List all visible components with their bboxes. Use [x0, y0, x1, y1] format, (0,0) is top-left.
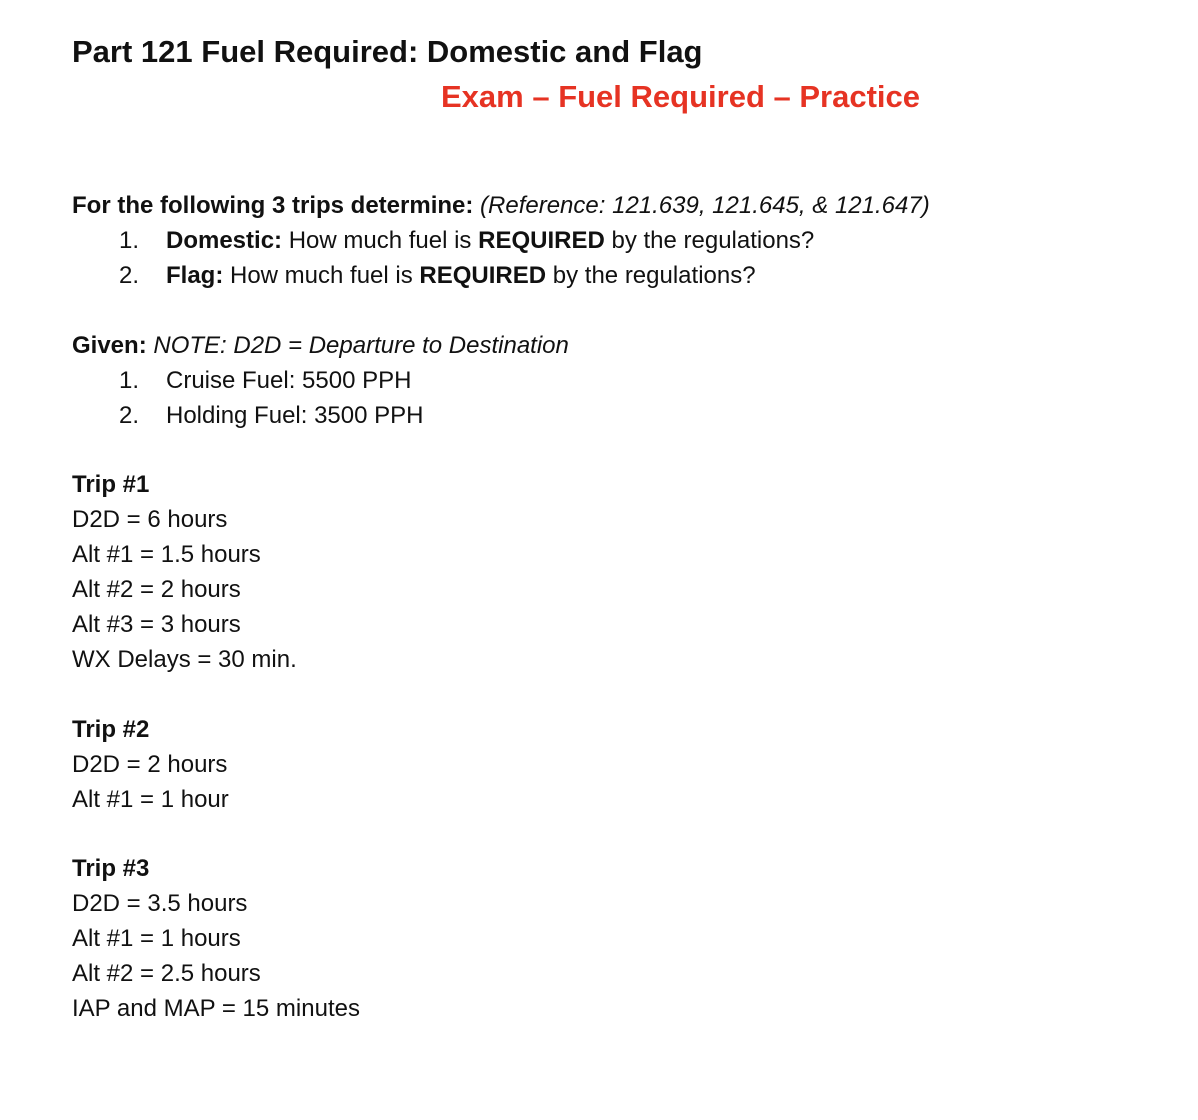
trip-3-line: IAP and MAP = 15 minutes [72, 995, 360, 1022]
task-statement [72, 188, 930, 223]
question-text-post: by the regulations? [552, 262, 756, 289]
trip-1-title [72, 467, 149, 502]
trip-2-title [72, 712, 149, 747]
trip-3-line: Alt #2 = 2.5 hours [72, 960, 261, 987]
question-text-pre: How much fuel is [288, 227, 472, 254]
page-title: Part 121 Fuel Required: Domestic and Flag [72, 34, 703, 69]
question-number: 2. [119, 262, 140, 289]
trip-1-line: Alt #2 = 2 hours [72, 576, 241, 603]
trip-2-line: D2D = 2 hours [72, 751, 228, 778]
given-heading [72, 328, 569, 363]
trip-3-line: D2D = 3.5 hours [72, 890, 248, 917]
trip-1-line: Alt #3 = 3 hours [72, 611, 241, 638]
page-subtitle: Exam – Fuel Required – Practice [441, 79, 920, 114]
trip-1-line: WX Delays = 30 min. [72, 646, 297, 673]
question-emphasis: REQUIRED [478, 227, 605, 254]
given-item-number: 2. [119, 402, 140, 429]
question-emphasis: REQUIRED [419, 262, 547, 289]
task-lead: For the following 3 trips determine: [72, 192, 474, 219]
trip-1-line: Alt #1 = 1.5 hours [72, 541, 261, 568]
trip-title-text: Trip #2 [72, 716, 150, 743]
trip-title-text: Trip #3 [72, 855, 150, 882]
given-item-number: 1. [119, 367, 140, 394]
given-item-text: Holding Fuel: 3500 PPH [166, 402, 424, 429]
question-label: Flag: [166, 262, 224, 289]
question-label: Domestic: [166, 227, 283, 254]
trip-3-line: Alt #1 = 1 hours [72, 925, 241, 952]
given-item-text: Cruise Fuel: 5500 PPH [166, 367, 412, 394]
given-label: Given: [72, 332, 147, 359]
trip-3-title [72, 851, 149, 886]
trip-2-line: Alt #1 = 1 hour [72, 786, 229, 813]
question-number: 1. [119, 227, 140, 254]
question-text-post: by the regulations? [611, 227, 815, 254]
question-text-pre: How much fuel is [230, 262, 413, 289]
task-reference: (Reference: 121.639, 121.645, & 121.647) [480, 192, 930, 219]
trip-1-line: D2D = 6 hours [72, 506, 228, 533]
given-note: NOTE: D2D = Departure to Destination [153, 332, 569, 359]
trip-title-text: Trip #1 [72, 471, 150, 498]
